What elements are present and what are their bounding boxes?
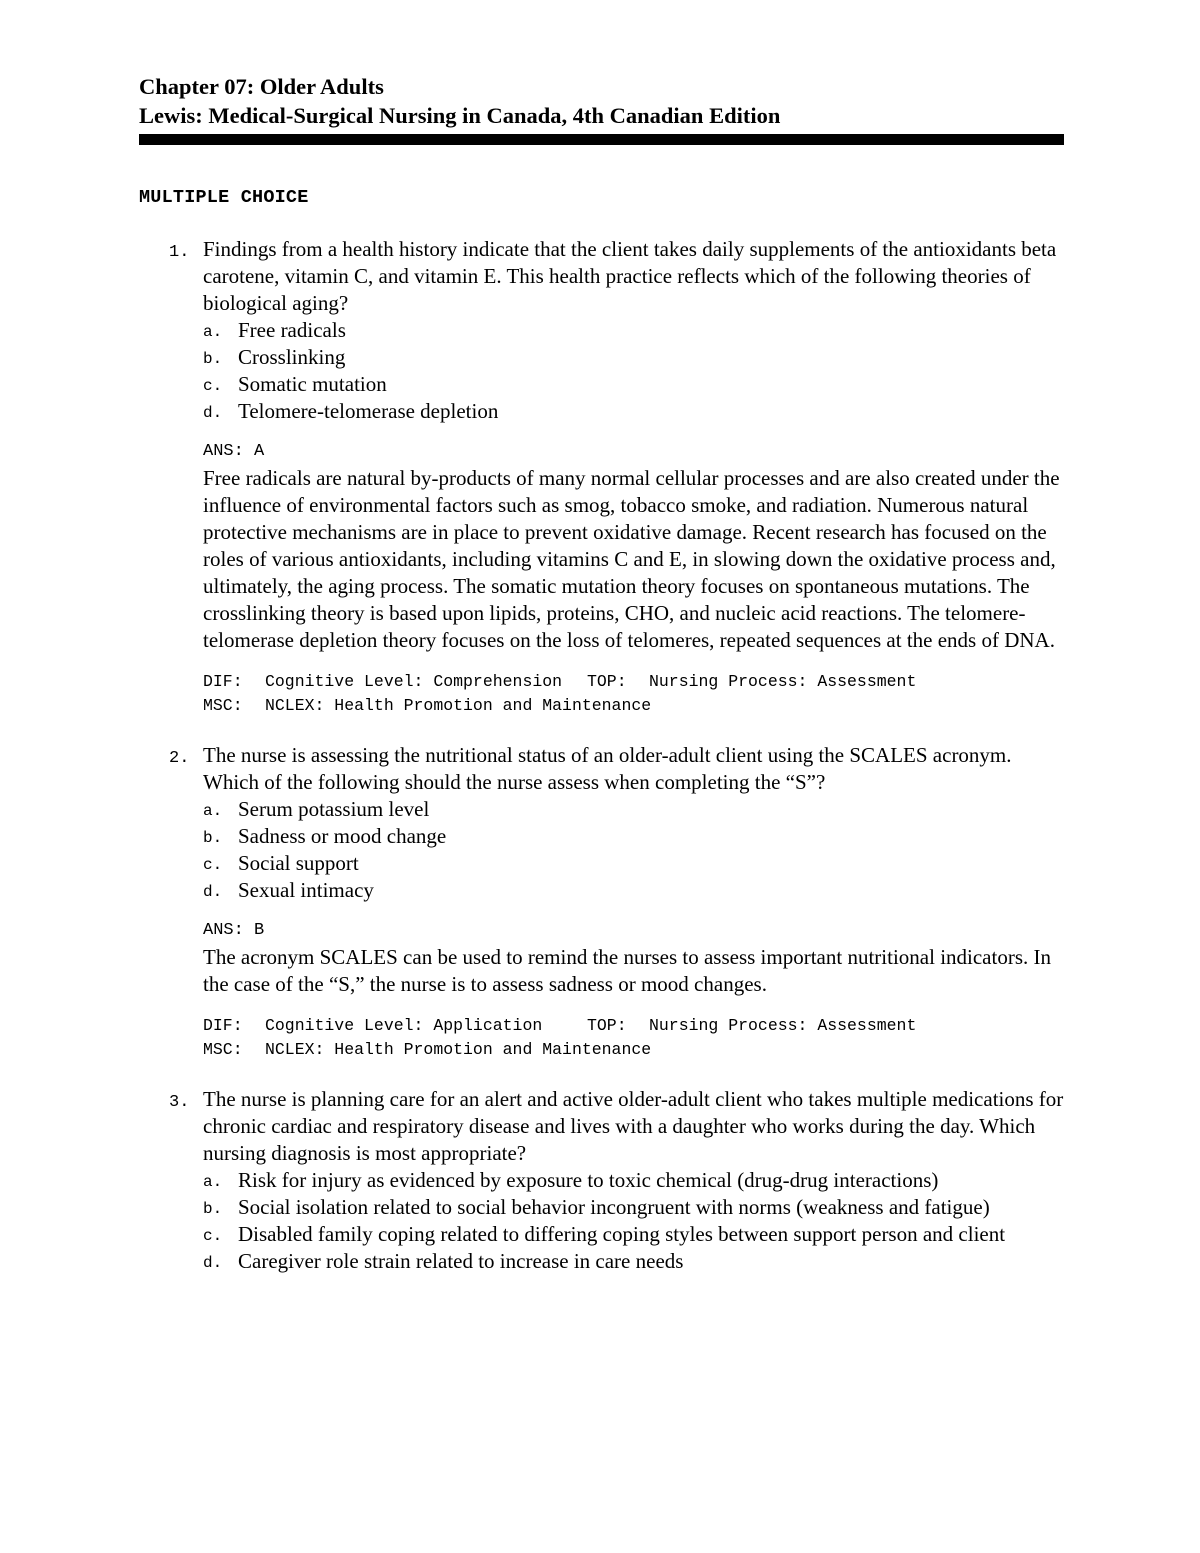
rationale: Free radicals are natural by-products of many normal cellular processes and are also created under the influence of environmental factors such as smog, tobacco smoke, and radiation. Numerous natural protective mechanisms are in place to prevent oxidative damage. Recent research has focused on the roles of various antioxidants, including vitamins C and E, in slowing down the oxidative process and, ultimately, the aging process. The somatic mutation theory focuses on spontaneous mutations. The crosslinking theory is based upon lipids, proteins, CHO, and nucleic acid reactions. The telomere-telomerase depletion theory focuses on the loss of telomeres, repeated sequences at the ends of DNA. [203, 466, 1060, 652]
option-text: Risk for injury as evidenced by exposure to toxic chemical (drug-drug interactions) [238, 1168, 939, 1192]
option-text: Free radicals [238, 318, 346, 342]
option-letter: a. [203, 1173, 223, 1191]
msc-label: MSC: [203, 1040, 243, 1059]
question-2 [139, 742, 1064, 1062]
option-c [203, 371, 1064, 398]
question-metadata [203, 1014, 1064, 1062]
option-letter: d. [203, 883, 223, 901]
option-c [203, 850, 1064, 877]
option-d [203, 398, 1064, 425]
msc-label: MSC: [203, 696, 243, 715]
answer-block [203, 917, 1064, 998]
question-number: 1. [169, 243, 190, 262]
option-list [203, 1167, 1064, 1275]
rationale: The acronym SCALES can be used to remind the nurses to assess important nutritional indicators. In the case of the “S,” the nurse is to assess sadness or mood changes. [203, 945, 1051, 996]
dif-value: Cognitive Level: Comprehension [265, 672, 563, 691]
chapter-title: Chapter 07: Older Adults [139, 74, 384, 99]
option-c [203, 1221, 1064, 1248]
dif-value: Cognitive Level: Application [265, 1016, 543, 1035]
question-3 [139, 1086, 1064, 1275]
question-1 [139, 236, 1064, 718]
msc-value: NCLEX: Health Promotion and Maintenance [265, 1040, 652, 1059]
option-d [203, 1248, 1064, 1275]
question-metadata [203, 670, 1064, 718]
answer-block [203, 438, 1064, 654]
top-label: TOP: [587, 1016, 627, 1035]
option-text: Sexual intimacy [238, 878, 374, 902]
option-text: Crosslinking [238, 345, 346, 369]
option-text: Social support [238, 851, 359, 875]
option-letter: c. [203, 856, 223, 874]
option-letter: b. [203, 829, 223, 847]
option-text: Serum potassium level [238, 797, 430, 821]
option-a [203, 1167, 1064, 1194]
question-stem: Findings from a health history indicate that the client takes daily supplements of the antioxidants beta carotene, vitamin C, and vitamin E. This health practice reflects which of the following theories of biological aging? [203, 237, 1057, 315]
dif-label: DIF: [203, 1016, 243, 1035]
answer-key: ANS: B [203, 921, 265, 940]
option-b [203, 344, 1064, 371]
option-text: Disabled family coping related to differing coping styles between support person and client [238, 1222, 1006, 1246]
option-letter: a. [203, 323, 223, 341]
option-letter: b. [203, 350, 223, 368]
option-letter: b. [203, 1200, 223, 1218]
top-label: TOP: [587, 672, 627, 691]
option-letter: d. [203, 404, 223, 422]
option-letter: c. [203, 1227, 223, 1245]
header-rule [139, 134, 1064, 145]
option-list [203, 796, 1064, 904]
option-d [203, 877, 1064, 904]
answer-key: ANS: A [203, 442, 265, 461]
top-value: Nursing Process: Assessment [649, 672, 917, 691]
option-text: Sadness or mood change [238, 824, 447, 848]
dif-label: DIF: [203, 672, 243, 691]
option-b [203, 1194, 1064, 1221]
option-a [203, 796, 1064, 823]
option-text: Telomere-telomerase depletion [238, 399, 499, 423]
question-stem: The nurse is planning care for an alert and active older-adult client who takes multiple medications for chronic cardiac and respiratory disease and lives with a daughter who works during the day. Which nursing diagnosis is most appropriate? [203, 1087, 1064, 1165]
option-list [203, 317, 1064, 425]
msc-value: NCLEX: Health Promotion and Maintenance [265, 696, 652, 715]
question-number: 2. [169, 749, 190, 768]
option-b [203, 823, 1064, 850]
section-heading: MULTIPLE CHOICE [139, 187, 309, 208]
question-number: 3. [169, 1093, 190, 1112]
option-letter: d. [203, 1254, 223, 1272]
option-text: Caregiver role strain related to increase in care needs [238, 1249, 684, 1273]
document-page [139, 72, 1064, 1275]
option-text: Social isolation related to social behavior incongruent with norms (weakness and fatigue) [238, 1195, 990, 1219]
option-text: Somatic mutation [238, 372, 387, 396]
top-value: Nursing Process: Assessment [649, 1016, 917, 1035]
option-a [203, 317, 1064, 344]
option-letter: a. [203, 802, 223, 820]
book-title: Lewis: Medical-Surgical Nursing in Canada, 4th Canadian Edition [139, 103, 781, 128]
question-stem: The nurse is assessing the nutritional status of an older-adult client using the SCALES acronym. Which of the following should the nurse assess when completing the “S”? [203, 743, 1012, 794]
option-letter: c. [203, 377, 223, 395]
